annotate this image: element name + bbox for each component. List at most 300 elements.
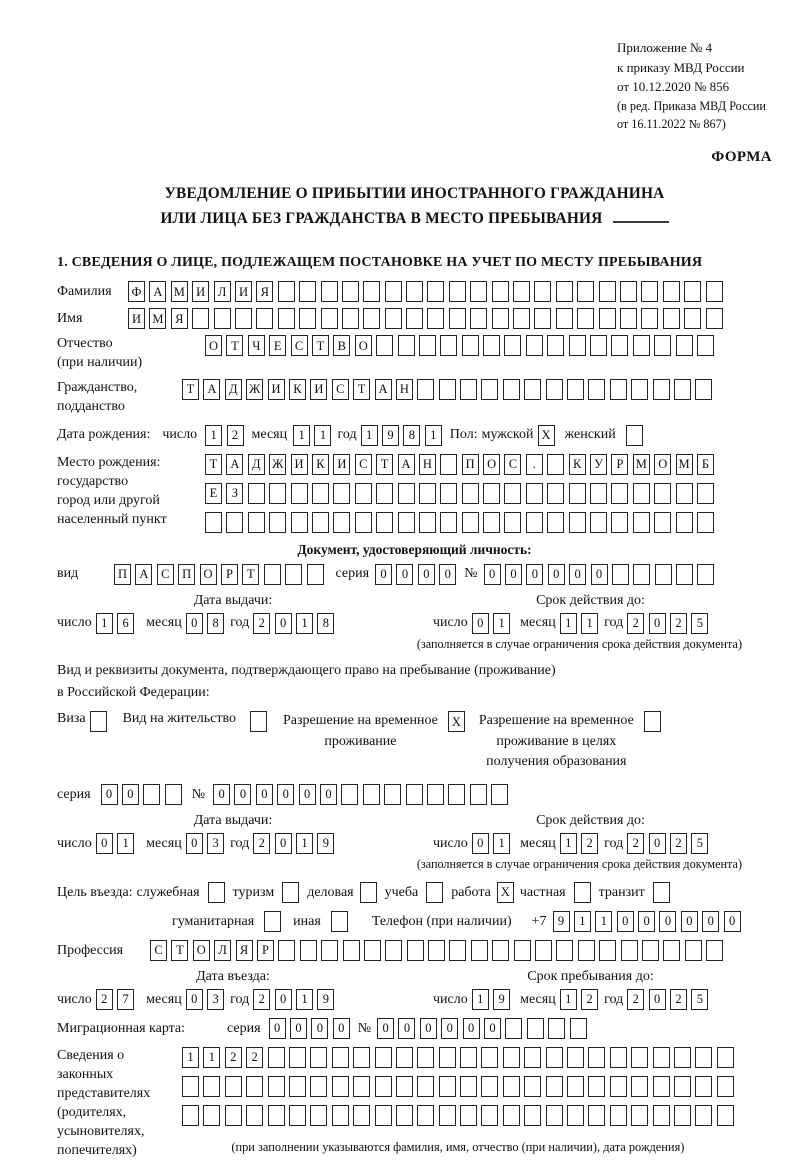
char-cell[interactable] [312,512,329,533]
char-cell[interactable]: 5 [691,833,708,854]
char-cell[interactable] [674,1047,691,1068]
char-cell[interactable] [165,784,182,805]
char-cell[interactable] [599,308,616,329]
permit-number-cells[interactable] [213,784,508,805]
char-cell[interactable]: 8 [317,613,334,634]
char-cell[interactable] [684,308,701,329]
char-cell[interactable]: 1 [560,989,577,1010]
entry-day-cells[interactable] [96,989,134,1010]
char-cell[interactable] [546,1047,563,1068]
char-cell[interactable] [610,1105,627,1126]
char-cell[interactable] [268,1105,285,1126]
char-cell[interactable] [633,335,650,356]
char-cell[interactable] [526,483,543,504]
char-cell[interactable] [697,512,714,533]
char-cell[interactable]: 0 [649,989,666,1010]
char-cell[interactable] [353,1105,370,1126]
char-cell[interactable] [225,1076,242,1097]
char-cell[interactable]: А [149,281,166,302]
char-cell[interactable] [535,940,552,961]
char-cell[interactable] [641,308,658,329]
char-cell[interactable] [483,512,500,533]
char-cell[interactable] [226,512,243,533]
purpose-other-checkbox[interactable] [331,911,348,932]
char-cell[interactable]: Я [256,281,273,302]
char-cell[interactable]: 0 [649,613,666,634]
stay-month-cells[interactable] [560,989,598,1010]
char-cell[interactable] [278,940,295,961]
char-cell[interactable] [695,1105,712,1126]
char-cell[interactable] [332,1105,349,1126]
char-cell[interactable]: 1 [595,911,612,932]
char-cell[interactable]: А [226,454,243,475]
char-cell[interactable] [676,564,693,585]
char-cell[interactable] [697,483,714,504]
char-cell[interactable]: 9 [493,989,510,1010]
char-cell[interactable]: О [200,564,217,585]
char-cell[interactable] [440,512,457,533]
char-cell[interactable]: 0 [472,833,489,854]
representatives-row2-cells[interactable] [182,1076,734,1097]
char-cell[interactable]: 0 [290,1018,307,1039]
char-cell[interactable] [235,308,252,329]
char-cell[interactable]: 2 [227,425,244,446]
purpose-official-checkbox[interactable] [208,882,225,903]
char-cell[interactable]: 1 [560,833,577,854]
char-cell[interactable]: . [526,454,543,475]
permit-expiry-day-cells[interactable] [472,833,510,854]
char-cell[interactable] [503,1076,520,1097]
birth-place-row2-cells[interactable] [205,483,714,504]
char-cell[interactable] [481,1105,498,1126]
doc-series-cells[interactable] [375,564,456,585]
char-cell[interactable] [547,454,564,475]
char-cell[interactable] [578,940,595,961]
char-cell[interactable]: З [226,483,243,504]
char-cell[interactable] [631,1076,648,1097]
char-cell[interactable] [419,335,436,356]
char-cell[interactable] [332,1047,349,1068]
char-cell[interactable] [278,281,295,302]
temp-permit-checkbox[interactable]: X [448,711,465,732]
char-cell[interactable] [246,1105,263,1126]
char-cell[interactable] [462,483,479,504]
char-cell[interactable] [449,281,466,302]
char-cell[interactable]: 0 [724,911,741,932]
char-cell[interactable] [248,483,265,504]
representatives-row3-cells[interactable] [182,1105,734,1126]
char-cell[interactable] [417,379,434,400]
char-cell[interactable] [569,335,586,356]
char-cell[interactable] [548,1018,565,1039]
char-cell[interactable]: 0 [398,1018,415,1039]
char-cell[interactable]: Т [242,564,259,585]
char-cell[interactable] [569,483,586,504]
char-cell[interactable]: Т [312,335,329,356]
char-cell[interactable]: 0 [591,564,608,585]
char-cell[interactable]: 6 [117,613,134,634]
char-cell[interactable] [428,940,445,961]
char-cell[interactable] [695,379,712,400]
char-cell[interactable]: 0 [275,613,292,634]
char-cell[interactable] [269,483,286,504]
char-cell[interactable] [588,1105,605,1126]
char-cell[interactable] [417,1105,434,1126]
char-cell[interactable]: 1 [203,1047,220,1068]
char-cell[interactable]: Т [171,940,188,961]
char-cell[interactable] [556,940,573,961]
char-cell[interactable]: И [333,454,350,475]
char-cell[interactable]: 2 [96,989,113,1010]
char-cell[interactable] [570,1018,587,1039]
char-cell[interactable] [547,512,564,533]
char-cell[interactable]: Д [248,454,265,475]
char-cell[interactable] [398,335,415,356]
char-cell[interactable] [310,1105,327,1126]
char-cell[interactable]: 9 [553,911,570,932]
char-cell[interactable] [569,512,586,533]
char-cell[interactable] [547,483,564,504]
char-cell[interactable]: 2 [627,613,644,634]
char-cell[interactable] [524,379,541,400]
char-cell[interactable] [524,1105,541,1126]
char-cell[interactable] [505,1018,522,1039]
char-cell[interactable]: 0 [526,564,543,585]
char-cell[interactable] [289,1105,306,1126]
char-cell[interactable] [268,1047,285,1068]
char-cell[interactable]: 1 [296,989,313,1010]
char-cell[interactable]: И [291,454,308,475]
char-cell[interactable] [685,940,702,961]
char-cell[interactable]: 0 [213,784,230,805]
char-cell[interactable] [342,308,359,329]
char-cell[interactable] [590,335,607,356]
char-cell[interactable]: М [676,454,693,475]
permit-issue-month-cells[interactable] [186,833,224,854]
char-cell[interactable] [439,1105,456,1126]
char-cell[interactable] [203,1076,220,1097]
char-cell[interactable] [654,512,671,533]
doc-expiry-month-cells[interactable] [560,613,598,634]
char-cell[interactable]: 0 [101,784,118,805]
char-cell[interactable]: 1 [293,425,310,446]
char-cell[interactable]: 2 [253,613,270,634]
char-cell[interactable]: 0 [505,564,522,585]
char-cell[interactable] [697,335,714,356]
char-cell[interactable]: Е [269,335,286,356]
citizenship-cells[interactable] [182,379,712,400]
char-cell[interactable] [492,281,509,302]
char-cell[interactable] [396,1047,413,1068]
char-cell[interactable] [481,1047,498,1068]
char-cell[interactable] [406,281,423,302]
char-cell[interactable] [676,512,693,533]
char-cell[interactable]: А [203,379,220,400]
char-cell[interactable] [481,1076,498,1097]
char-cell[interactable]: О [355,335,372,356]
char-cell[interactable] [449,940,466,961]
char-cell[interactable] [355,483,372,504]
char-cell[interactable]: Б [697,454,714,475]
char-cell[interactable] [611,335,628,356]
permit-expiry-year-cells[interactable] [627,833,708,854]
char-cell[interactable] [353,1076,370,1097]
char-cell[interactable] [353,1047,370,1068]
char-cell[interactable] [547,335,564,356]
char-cell[interactable] [406,308,423,329]
char-cell[interactable] [717,1047,734,1068]
char-cell[interactable] [546,1076,563,1097]
char-cell[interactable]: 0 [569,564,586,585]
char-cell[interactable] [483,335,500,356]
char-cell[interactable] [567,1076,584,1097]
char-cell[interactable] [567,1047,584,1068]
char-cell[interactable] [471,940,488,961]
char-cell[interactable]: 1 [581,613,598,634]
char-cell[interactable]: А [375,379,392,400]
char-cell[interactable]: С [504,454,521,475]
purpose-transit-checkbox[interactable] [653,882,670,903]
char-cell[interactable]: 2 [581,833,598,854]
char-cell[interactable]: 0 [638,911,655,932]
char-cell[interactable] [663,308,680,329]
char-cell[interactable]: 2 [225,1047,242,1068]
char-cell[interactable] [504,483,521,504]
doc-issue-month-cells[interactable] [186,613,224,634]
char-cell[interactable]: П [114,564,131,585]
char-cell[interactable] [674,379,691,400]
char-cell[interactable]: 0 [484,564,501,585]
char-cell[interactable]: 0 [96,833,113,854]
char-cell[interactable] [706,308,723,329]
representatives-row1-cells[interactable] [182,1047,734,1068]
char-cell[interactable]: 1 [296,613,313,634]
char-cell[interactable] [611,512,628,533]
char-cell[interactable] [375,1047,392,1068]
char-cell[interactable] [654,335,671,356]
char-cell[interactable] [256,308,273,329]
char-cell[interactable]: Т [205,454,222,475]
char-cell[interactable] [363,784,380,805]
char-cell[interactable]: 0 [659,911,676,932]
char-cell[interactable] [588,1076,605,1097]
surname-cells[interactable] [128,281,723,302]
char-cell[interactable] [385,281,402,302]
char-cell[interactable]: 9 [382,425,399,446]
char-cell[interactable] [376,335,393,356]
char-cell[interactable]: 0 [441,1018,458,1039]
char-cell[interactable]: 5 [691,989,708,1010]
char-cell[interactable] [653,1076,670,1097]
char-cell[interactable] [440,483,457,504]
char-cell[interactable] [321,281,338,302]
char-cell[interactable] [460,379,477,400]
char-cell[interactable]: Л [214,940,231,961]
char-cell[interactable] [333,483,350,504]
char-cell[interactable] [225,1105,242,1126]
char-cell[interactable] [621,940,638,961]
char-cell[interactable] [599,940,616,961]
permit-series-cells[interactable] [101,784,182,805]
char-cell[interactable] [460,1105,477,1126]
birth-place-row1-cells[interactable] [205,454,714,475]
char-cell[interactable]: 1 [296,833,313,854]
char-cell[interactable]: 0 [617,911,634,932]
char-cell[interactable] [492,308,509,329]
char-cell[interactable]: С [150,940,167,961]
char-cell[interactable]: Д [225,379,242,400]
char-cell[interactable] [363,308,380,329]
char-cell[interactable] [332,1076,349,1097]
doc-expiry-year-cells[interactable] [627,613,708,634]
char-cell[interactable]: 0 [375,564,392,585]
char-cell[interactable] [214,308,231,329]
char-cell[interactable]: О [193,940,210,961]
char-cell[interactable]: 0 [275,989,292,1010]
char-cell[interactable]: 0 [396,564,413,585]
char-cell[interactable]: 0 [277,784,294,805]
birth-place-row3-cells[interactable] [205,512,714,533]
char-cell[interactable]: М [149,308,166,329]
char-cell[interactable]: Ч [248,335,265,356]
char-cell[interactable]: К [569,454,586,475]
char-cell[interactable] [514,940,531,961]
char-cell[interactable]: 0 [186,833,203,854]
char-cell[interactable] [633,512,650,533]
char-cell[interactable]: Ж [269,454,286,475]
char-cell[interactable] [449,308,466,329]
char-cell[interactable]: С [291,335,308,356]
migration-number-cells[interactable] [377,1018,587,1039]
purpose-humanitarian-checkbox[interactable] [264,911,281,932]
char-cell[interactable]: 1 [117,833,134,854]
char-cell[interactable]: О [654,454,671,475]
char-cell[interactable] [577,281,594,302]
char-cell[interactable]: Т [182,379,199,400]
char-cell[interactable] [470,281,487,302]
char-cell[interactable] [396,1105,413,1126]
char-cell[interactable]: Т [226,335,243,356]
char-cell[interactable]: 7 [117,989,134,1010]
char-cell[interactable]: М [171,281,188,302]
char-cell[interactable] [439,379,456,400]
entry-year-cells[interactable] [253,989,334,1010]
char-cell[interactable] [439,1076,456,1097]
char-cell[interactable] [504,335,521,356]
char-cell[interactable]: 0 [649,833,666,854]
char-cell[interactable] [333,512,350,533]
char-cell[interactable] [342,281,359,302]
char-cell[interactable] [462,512,479,533]
char-cell[interactable] [460,1076,477,1097]
char-cell[interactable] [717,1076,734,1097]
char-cell[interactable] [439,1047,456,1068]
birth-month-cells[interactable] [293,425,331,446]
char-cell[interactable] [205,512,222,533]
char-cell[interactable]: С [355,454,372,475]
char-cell[interactable] [300,940,317,961]
char-cell[interactable] [299,281,316,302]
char-cell[interactable]: 0 [320,784,337,805]
char-cell[interactable]: 8 [207,613,224,634]
char-cell[interactable] [697,564,714,585]
char-cell[interactable] [676,335,693,356]
char-cell[interactable]: 0 [418,564,435,585]
char-cell[interactable] [407,940,424,961]
char-cell[interactable]: 0 [269,1018,286,1039]
char-cell[interactable]: 0 [311,1018,328,1039]
char-cell[interactable] [612,564,629,585]
purpose-private-checkbox[interactable] [574,882,591,903]
char-cell[interactable]: Л [214,281,231,302]
char-cell[interactable] [610,379,627,400]
char-cell[interactable] [503,1047,520,1068]
char-cell[interactable]: 0 [122,784,139,805]
visa-checkbox[interactable] [90,711,107,732]
char-cell[interactable] [310,1076,327,1097]
doc-expiry-day-cells[interactable] [472,613,510,634]
char-cell[interactable] [491,784,508,805]
char-cell[interactable]: 2 [627,989,644,1010]
char-cell[interactable] [695,1047,712,1068]
char-cell[interactable]: Р [257,940,274,961]
char-cell[interactable]: 1 [96,613,113,634]
char-cell[interactable] [470,784,487,805]
char-cell[interactable]: 0 [186,613,203,634]
char-cell[interactable] [310,1047,327,1068]
char-cell[interactable] [289,1047,306,1068]
purpose-work-checkbox[interactable]: X [497,882,514,903]
char-cell[interactable]: Я [171,308,188,329]
purpose-study-checkbox[interactable] [426,882,443,903]
char-cell[interactable]: 2 [253,833,270,854]
char-cell[interactable] [492,940,509,961]
char-cell[interactable]: В [333,335,350,356]
char-cell[interactable]: 0 [186,989,203,1010]
char-cell[interactable]: 0 [702,911,719,932]
char-cell[interactable] [524,1047,541,1068]
char-cell[interactable]: Я [236,940,253,961]
char-cell[interactable]: 0 [484,1018,501,1039]
char-cell[interactable] [653,379,670,400]
char-cell[interactable] [192,308,209,329]
char-cell[interactable]: 0 [377,1018,394,1039]
char-cell[interactable] [556,281,573,302]
char-cell[interactable] [503,1105,520,1126]
char-cell[interactable] [385,940,402,961]
char-cell[interactable]: Р [221,564,238,585]
char-cell[interactable]: 0 [681,911,698,932]
char-cell[interactable] [633,564,650,585]
char-cell[interactable]: С [157,564,174,585]
char-cell[interactable] [375,1105,392,1126]
char-cell[interactable] [655,564,672,585]
char-cell[interactable] [577,308,594,329]
char-cell[interactable]: 0 [548,564,565,585]
char-cell[interactable] [384,784,401,805]
char-cell[interactable]: П [178,564,195,585]
char-cell[interactable]: 1 [560,613,577,634]
phone-cells[interactable] [553,911,741,932]
char-cell[interactable] [419,512,436,533]
char-cell[interactable] [642,940,659,961]
char-cell[interactable]: А [135,564,152,585]
char-cell[interactable] [440,335,457,356]
char-cell[interactable]: 1 [472,989,489,1010]
char-cell[interactable] [321,940,338,961]
char-cell[interactable] [588,1047,605,1068]
char-cell[interactable] [674,1105,691,1126]
